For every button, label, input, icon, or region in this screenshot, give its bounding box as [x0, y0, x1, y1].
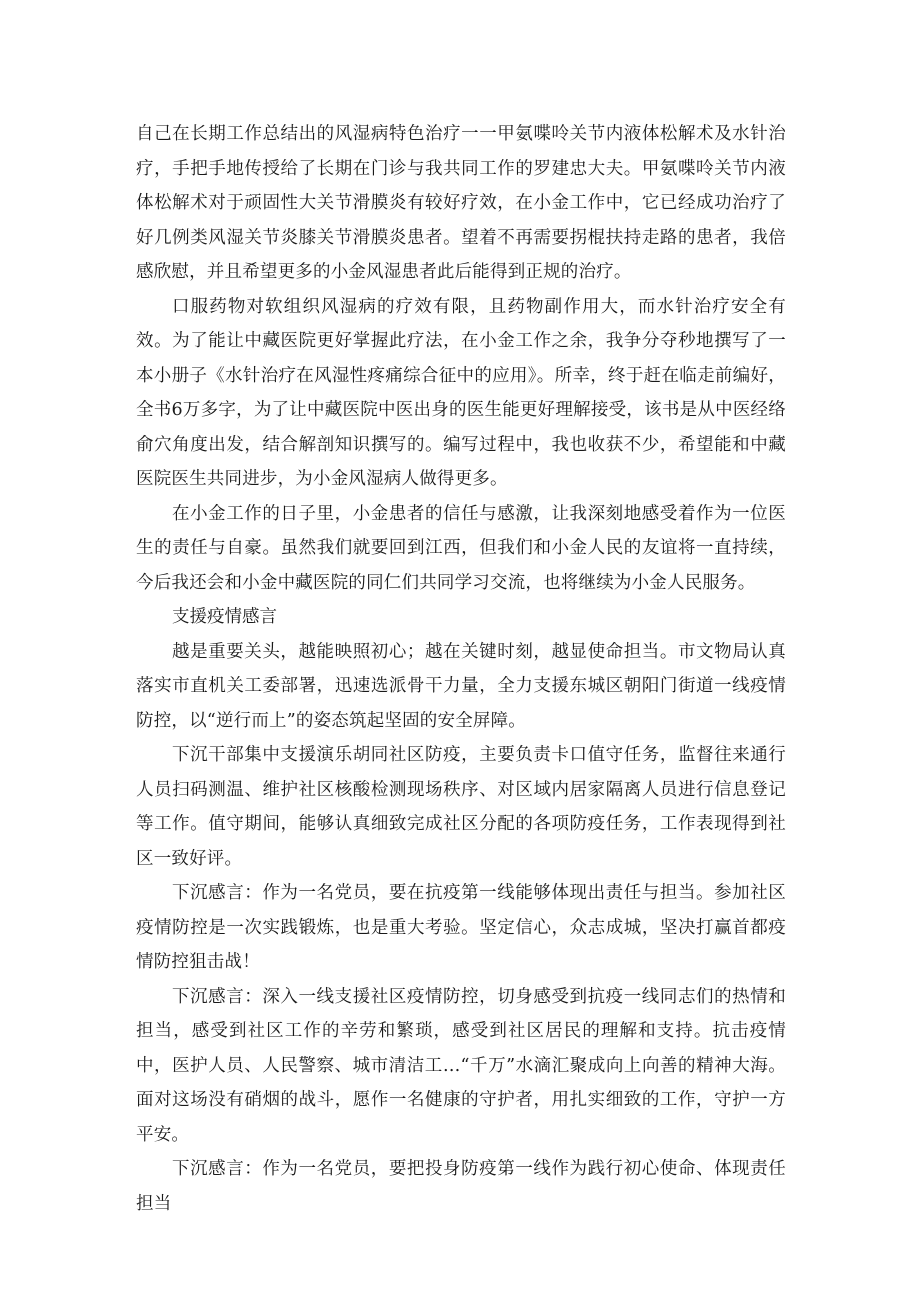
section-paragraph-4: 下沉感言：深入一线支援社区疫情防控，切身感受到抗疫一线同志们的热情和担当，感受到社区工作的辛劳和繁琐，感受到社区居民的理解和支持。抗击疫情中，医护人员、人民警察、城市清洁工…“千万”水滴汇聚成向上向善的精神大海。面对这场没有硝烟的战斗，愿作一名健康的守护者，用扎实细致的工作，守护一方平安。	[136, 986, 786, 1145]
body-paragraph-1: 自己在长期工作总结出的风湿病特色治疗一一甲氨喋呤关节内液体松解术及水针治疗，手把手地传授给了长期在门诊与我共同工作的罗建忠大夫。甲氨喋呤关节内液体松解术对于顽固性大关节滑膜炎有较好疗效，在小金工作中，它已经成功治疗了好几例类风湿关节炎膝关节滑膜炎患者。望着不再需要拐棍扶持走路的患者，我倍感欣慰，并且希望更多的小金风湿患者此后能得到正规的治疗。	[136, 124, 786, 282]
section-paragraph-5: 下沉感言：作为一名党员，要把投身防疫第一线作为践行初心使命、体现责任担当	[136, 1159, 786, 1214]
section-paragraph-2: 下沉干部集中支援演乐胡同社区防疫，主要负责卡口值守任务，监督往来通行人员扫码测温、维护社区核酸检测现场秩序、对区域内居家隔离人员进行信息登记等工作。值守期间，能够认真细致完成社区分配的各项防疫任务，工作表现得到社区一致好评。	[136, 745, 786, 869]
section-title: 支援疫情感言	[172, 607, 277, 627]
section-paragraph-1: 越是重要关头，越能映照初心；越在关键时刻，越显使命担当。市文物局认真落实市直机关工委部署，迅速选派骨干力量，全力支援东城区朝阳门街道一线疫情防控，以“逆行而上”的姿态筑起坚固的安全屏障。	[136, 641, 786, 731]
document-page	[136, 117, 786, 1221]
body-paragraph-2: 口服药物对软组织风湿病的疗效有限，且药物副作用大，而水针治疗安全有效。为了能让中藏医院更好掌握此疗法，在小金工作之余，我争分夺秒地撰写了一本小册子《水针治疗在风湿性疼痛综合征中的应用》。所幸，终于赶在临走前编好，全书6万多字，为了让中藏医院中医出身的医生能更好理解接受，该书是从中医经络俞穴角度出发，结合解剖知识撰写的。编写过程中，我也收获不少，希望能和中藏医院医生共同进步，为小金风湿病人做得更多。	[136, 296, 786, 489]
section-paragraph-3: 下沉感言：作为一名党员，要在抗疫第一线能够体现出责任与担当。参加社区疫情防控是一次实践锻炼，也是重大考验。坚定信心，众志成城，坚决打赢首都疫情防控狙击战！	[136, 883, 786, 972]
body-paragraph-3: 在小金工作的日子里，小金患者的信任与感激，让我深刻地感受着作为一位医生的责任与自豪。虽然我们就要回到江西，但我们和小金人民的友谊将一直持续，今后我还会和小金中藏医院的同仁们共同学习交流，也将继续为小金人民服务。	[136, 503, 786, 593]
